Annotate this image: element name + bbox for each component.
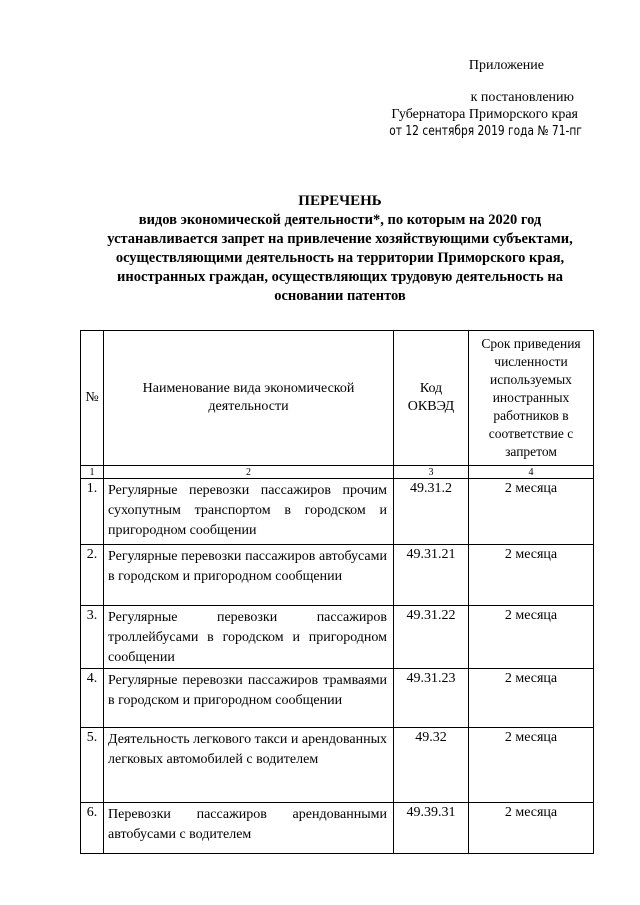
header-name: Наименование вида экономической деятельности [104,331,394,466]
row-term: 2 месяца [469,606,594,669]
table-index-row [81,466,594,479]
row-term: 2 месяца [469,728,594,803]
row-okved-code: 49.31.21 [394,545,469,606]
index-cell: 3 [394,466,469,479]
activities-table [80,330,594,854]
index-cell: 1 [81,466,104,479]
document-title [95,192,585,306]
table-row [81,545,594,606]
row-term: 2 месяца [469,545,594,606]
title-text: видов экономической деятельности*, по которым на 2020 год устанавливается запрет на привлечение хозяйствующими субъектами, осуществляющими деятельность на территории Приморского края, иностранных граждан, осуществляющих трудовую деятельность на основании патентов [107,212,573,304]
row-okved-code: 49.31.22 [394,606,469,669]
table-row [81,803,594,854]
table-header-row [81,331,594,466]
row-number: 4. [81,669,104,728]
appendix-line-date-number: от 12 сентября 2019 года № 71-пг [389,124,582,139]
index-cell: 4 [469,466,594,479]
table-row [81,606,594,669]
row-term: 2 месяца [469,803,594,854]
index-cell: 2 [104,466,394,479]
table-row [81,669,594,728]
row-okved-code: 49.39.31 [394,803,469,854]
title-heading: ПЕРЕЧЕНЬ [298,193,382,209]
header-term: Срок приведения численности используемых иностранных работников в соответствие с запретом [469,331,594,466]
header-num: № [81,331,104,466]
row-number: 3. [81,606,104,669]
header-code: Код ОКВЭД [394,331,469,466]
table-row [81,728,594,803]
row-activity-name: Деятельность легкового такси и арендованных легковых автомобилей с водителем [104,728,394,803]
row-activity-name: Регулярные перевозки пассажиров трамваями в городском и пригородном сообщении [104,669,394,728]
row-okved-code: 49.31.23 [394,669,469,728]
table-row [81,479,594,545]
row-activity-name: Перевозки пассажиров арендованными автобусами с водителем [104,803,394,854]
row-activity-name: Регулярные перевозки пассажиров прочим сухопутным транспортом в городском и пригородном сообщении [104,479,394,545]
row-number: 1. [81,479,104,545]
row-activity-name: Регулярные перевозки пассажиров троллейбусами в городском и пригородном сообщении [104,606,394,669]
appendix-line-governor: Губернатора Приморского края [391,107,578,122]
row-okved-code: 49.32 [394,728,469,803]
appendix-label: Приложение [468,58,544,73]
row-term: 2 месяца [469,669,594,728]
row-term: 2 месяца [469,479,594,545]
row-activity-name: Регулярные перевозки пассажиров автобусами в городском и пригородном сообщении [104,545,394,606]
row-okved-code: 49.31.2 [394,479,469,545]
appendix-line-resolution: к постановлению [470,90,574,105]
row-number: 6. [81,803,104,854]
row-number: 2. [81,545,104,606]
row-number: 5. [81,728,104,803]
